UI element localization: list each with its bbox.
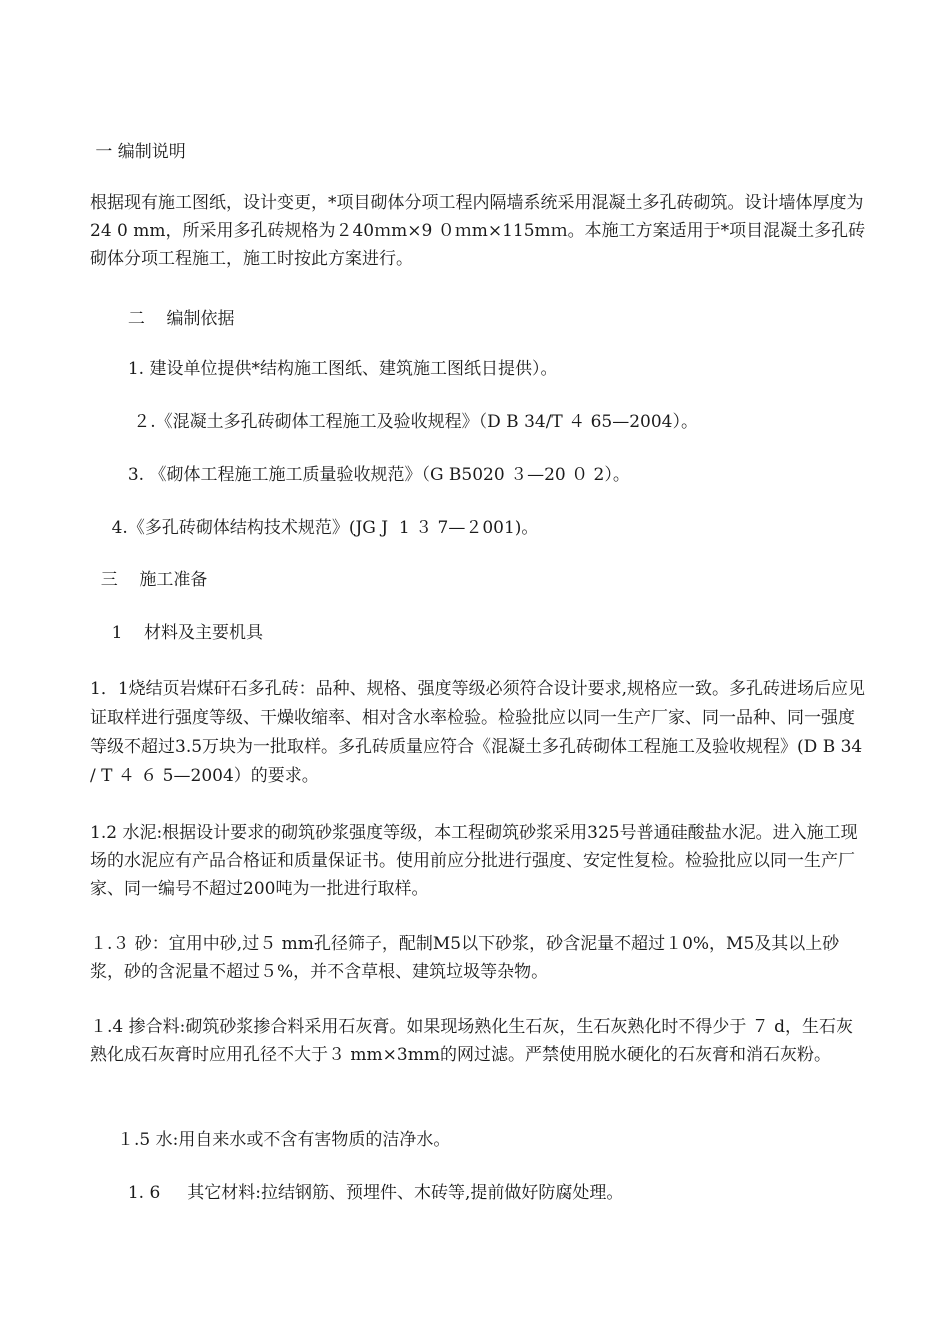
paragraph-1-2-cement: 1.2 水泥:根据设计要求的砌筑砂浆强度等级，本工程砌筑砂浆采用325号普通硅酸盐水泥。进入施工现场的水泥应有产品合格证和质量保证书。使用前应分批进行强度、安定性复检。检验批应以同一生产厂家、同一编号不超过200吨为一批进行取样。 xyxy=(90,823,858,899)
section-heading-3: 三 施工准备 xyxy=(90,570,208,590)
paragraph-1-5-water: １.5 水:用自来水或不含有害物质的洁净水。 xyxy=(90,1130,451,1150)
paragraph-compilation-note: 根据现有施工图纸，设计变更，*项目砌体分项工程内隔墙系统采用混凝土多孔砖砌筑。设计墙体厚度为24 0 mm，所采用多孔砖规格为２40ｍm×9 ０ｍm×115mｍ。本施工方案适用于*项目混凝土多孔砖砌体分项工程施工，施工时按此方案进行。 xyxy=(90,193,866,269)
section-heading-2: 二 编制依据 xyxy=(90,309,235,329)
basis-item-3: 3. 《砌体工程施工施工质量验收规范》（G B5020 ３—20 ０ 2）。 xyxy=(90,465,630,485)
section-heading-1: 一 编制说明 xyxy=(90,142,186,162)
basis-item-1: 1. 建设单位提供*结构施工图纸、建筑施工图纸日提供）。 xyxy=(90,359,558,379)
basis-item-4: 4.《多孔砖砌体结构技术规范》(JG J 1 ３ 7—２001)。 xyxy=(90,518,539,538)
paragraph-1-4-admixture: １.4 掺合料:砌筑砂浆掺合料采用石灰膏。如果现场熟化生石灰，生石灰熟化时不得少于 ７ d，生石灰熟化成石灰膏时应用孔径不大于３ mm×3mm的网过滤。严禁使用脱水硬化的石灰膏和消石灰粉。 xyxy=(90,1017,854,1065)
paragraph-1-3-sand: １.３ 砂：宜用中砂,过５ mm孔径筛子，配制M5以下砂浆，砂含泥量不超过１0%，M5及其以上砂浆，砂的含泥量不超过５%，并不含草根、建筑垃圾等杂物。 xyxy=(90,934,840,982)
paragraph-1-6-other-materials: 1. 6 其它材料:拉结钢筋、预埋件、木砖等,提前做好防腐处理。 xyxy=(90,1183,624,1203)
basis-item-2: ２.《混凝土多孔砖砌体工程施工及验收规程》（D B 34/T ４ 65—2004）。 xyxy=(90,412,698,432)
subsection-heading-materials: 1 材料及主要机具 xyxy=(90,623,264,643)
paragraph-1-1-bricks: 1．1烧结页岩煤矸石多孔砖：品种、规格、强度等级必须符合设计要求,规格应一致。多孔砖进场后应见证取样进行强度等级、干燥收缩率、相对含水率检验。检验批应以同一生产厂家、同一品种、同一强度等级不超过3.5万块为一批取样。多孔砖质量应符合《混凝土多孔砖砌体工程施工及验收规程》(D B 34 / T ４ ６ 5—2004）的要求。 xyxy=(90,679,866,786)
